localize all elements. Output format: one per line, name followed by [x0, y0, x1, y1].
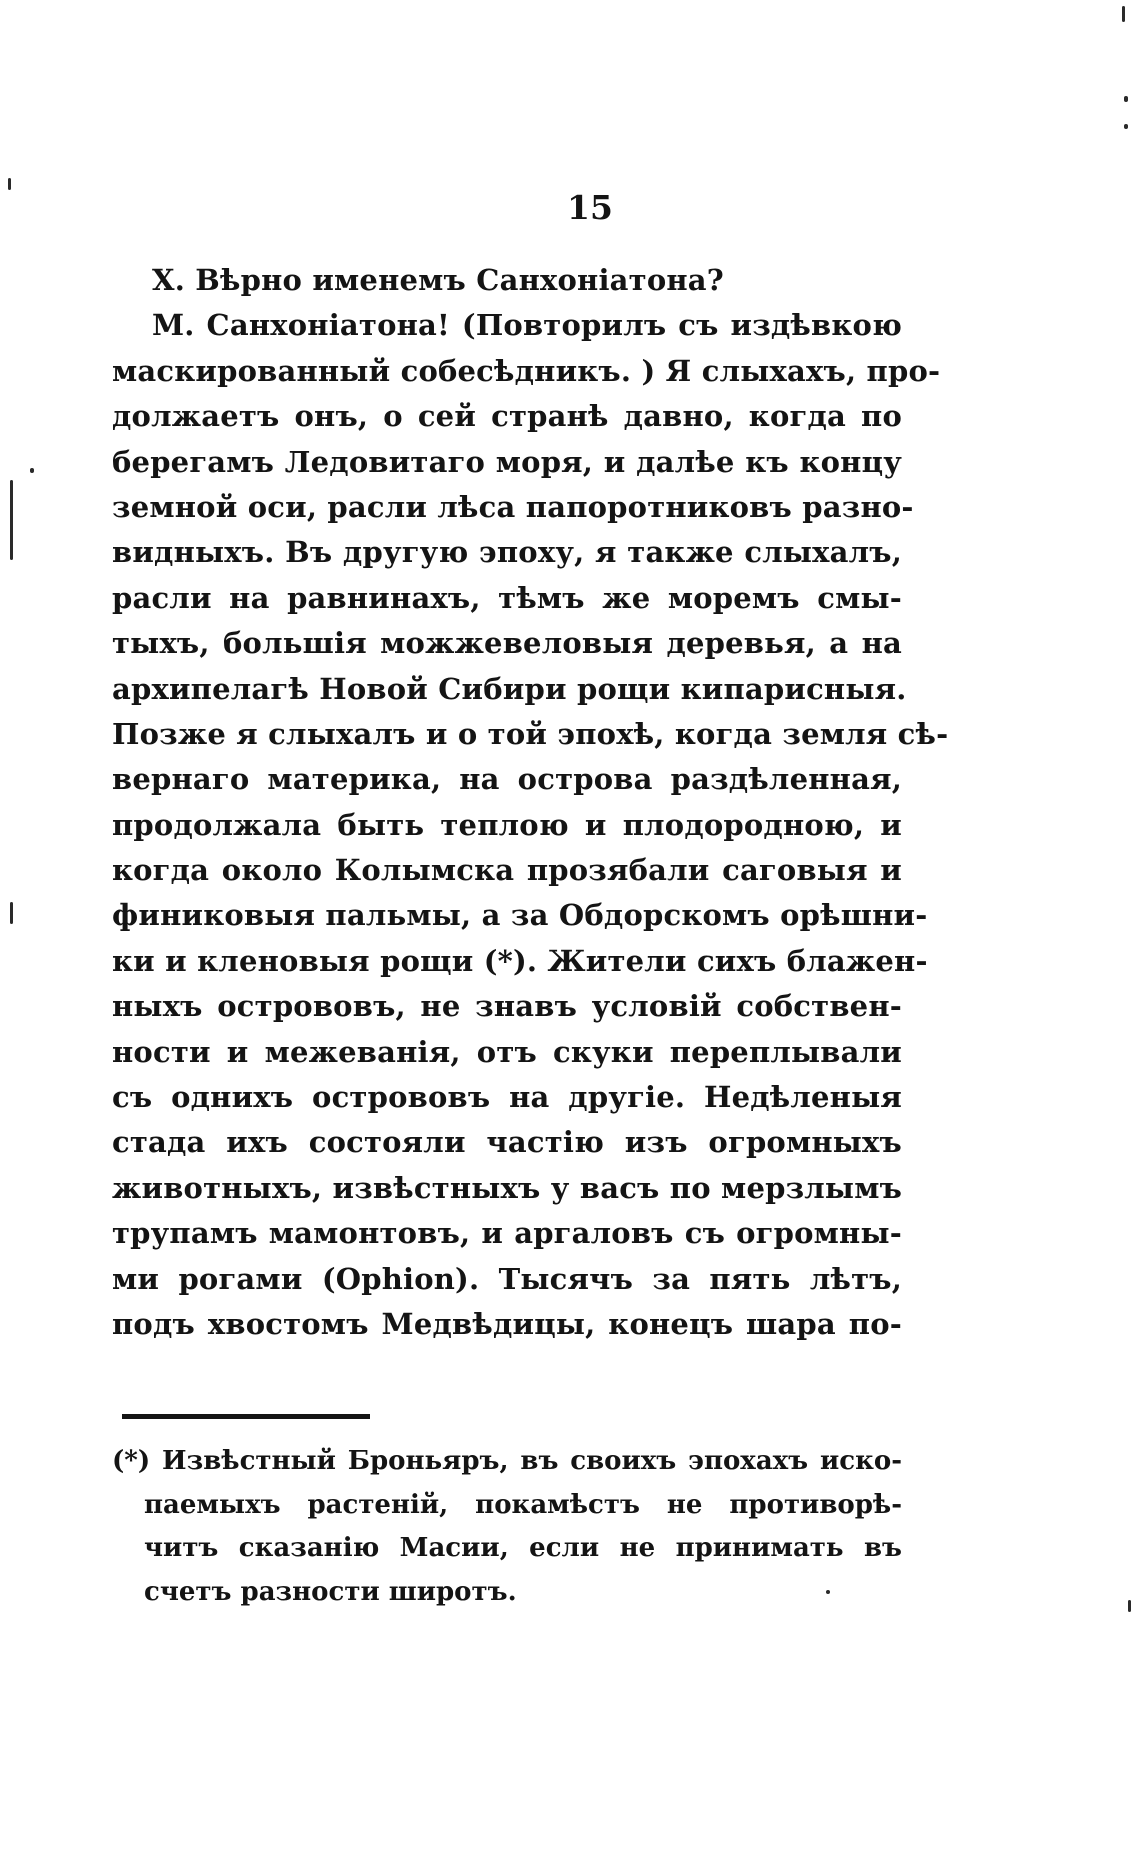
text-line: ки и кленовыя рощи (*). Жители сихъ блажен-: [112, 943, 928, 978]
text-line: Позже я слыхалъ и о той эпохѣ, когда земля сѣ-: [112, 716, 949, 751]
text-line: тыхъ, большія можжевеловыя деревья, а на: [112, 626, 902, 661]
text-line: ми рогами (Ophion). Тысячъ за пять лѣтъ,: [112, 1261, 902, 1296]
scan-speck: [10, 480, 13, 560]
page-number: 15: [567, 188, 613, 227]
text-line: расли на равнинахъ, тѣмъ же моремъ смы-: [112, 580, 902, 615]
text-line: финиковыя пальмы, а за Обдорскомъ орѣшни-: [112, 898, 928, 933]
text-line: М. Санхоніатона! (Повторилъ съ издѣвкою: [152, 308, 902, 343]
text-line: видныхъ. Въ другую эпоху, я также слыхалъ,: [112, 535, 902, 570]
text-line: стада ихъ состояли частію изъ огромныхъ: [112, 1125, 902, 1160]
body-text: [112, 258, 949, 1347]
scan-speck: [8, 178, 11, 190]
scan-speck: [1124, 124, 1128, 129]
scan-speck: [826, 1590, 830, 1594]
text-line: животныхъ, извѣстныхъ у васъ по мерзлымъ: [112, 1170, 903, 1205]
footnote-line: паемыхъ растеній, покамѣстъ не противорѣ-: [144, 1489, 902, 1520]
text-line: архипелагѣ Новой Сибири рощи кипарисныя.: [112, 671, 907, 706]
footnote-line: читъ сказанію Масии, если не принимать въ: [144, 1533, 902, 1563]
text-line: должаетъ онъ, о сей странѣ давно, когда по: [112, 399, 902, 434]
text-line: берегамъ Ледовитаго моря, и далѣе къ концу: [112, 444, 902, 479]
scan-speck: [1122, 6, 1125, 22]
text-line: ныхъ острововъ, не знавъ условій собствен-: [112, 989, 902, 1024]
text-line: вернаго материка, на острова раздѣленная,: [112, 762, 902, 797]
text-line: продолжала быть теплою и плодородною, и: [112, 807, 902, 842]
scan-speck: [1124, 96, 1128, 102]
text-line: земной оси, расли лѣса папоротниковъ разно-: [112, 489, 914, 524]
text-line: подъ хвостомъ Медвѣдицы, конецъ шара по-: [112, 1306, 902, 1341]
footnote-divider: [122, 1414, 370, 1419]
scan-speck: [10, 902, 13, 924]
text-line: съ однихъ острововъ на другіе. Недѣленыя: [112, 1080, 902, 1115]
text-line: трупамъ мамонтовъ, и аргаловъ съ огромны-: [112, 1216, 902, 1251]
text-line: ности и межеванія, отъ скуки переплывали: [112, 1034, 902, 1069]
text-line: маскированный собесѣдникъ. ) Я слыхахъ, про-: [112, 353, 941, 388]
scan-speck: [30, 468, 34, 473]
text-line: когда около Колымска прозябали саговыя и: [112, 853, 902, 888]
text-line: Х. Вѣрно именемъ Санхоніатона?: [152, 263, 724, 297]
footnote: [112, 1440, 902, 1614]
footnote-line: (*) Извѣстный Броньяръ, въ своихъ эпохахъ иско-: [112, 1446, 902, 1476]
scan-speck: [1128, 1600, 1131, 1612]
footnote-line: счетъ разности широтъ.: [144, 1576, 517, 1607]
